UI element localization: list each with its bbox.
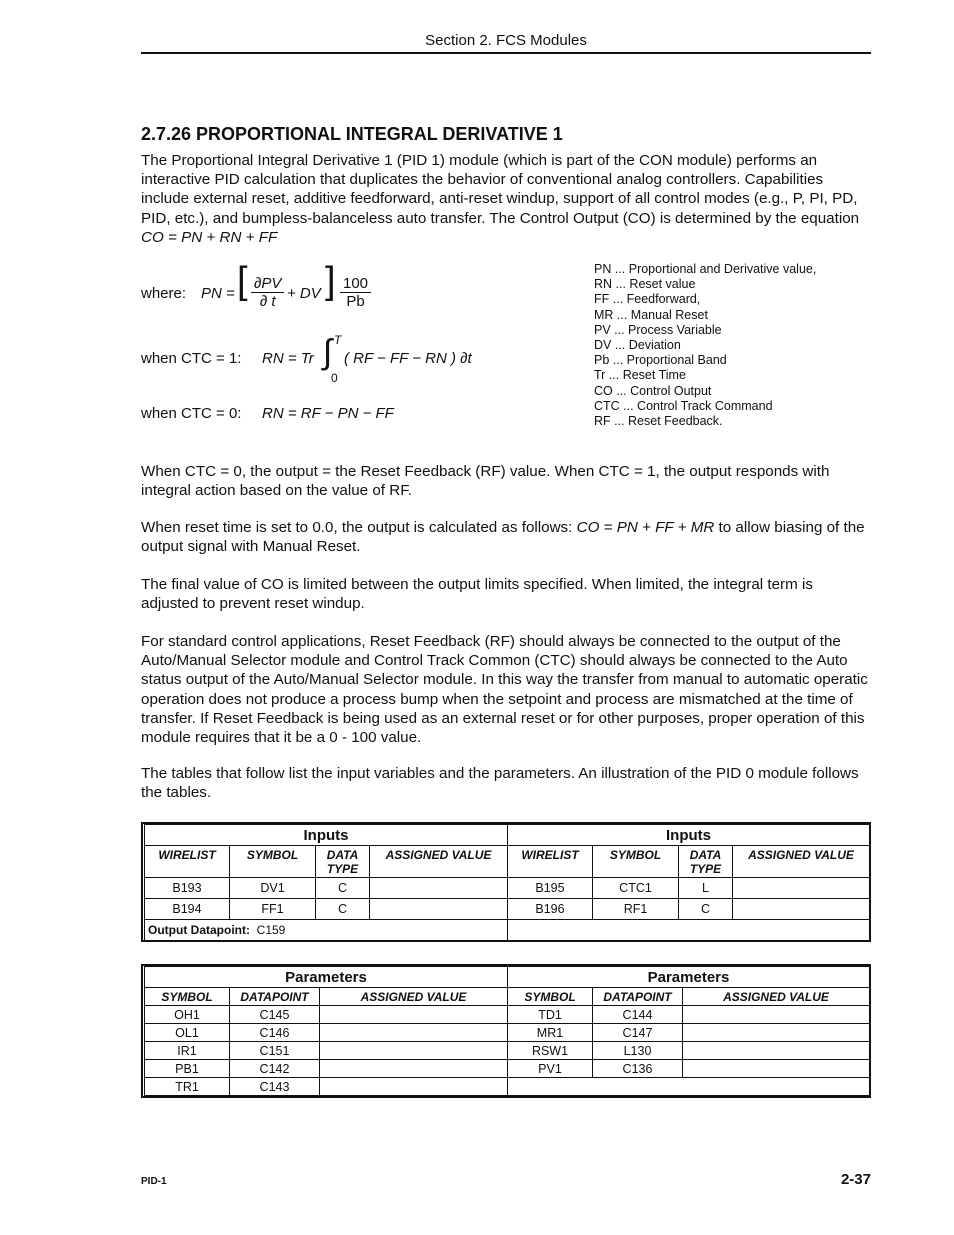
table-row [145,899,508,920]
integral-upper: T [334,333,342,347]
legend-item: Tr ... Reset Time [594,368,686,383]
legend-item: Pb ... Proportional Band [594,353,727,368]
legend-item: RN ... Reset value [594,277,696,292]
page-header: Section 2. FCS Modules [425,32,587,49]
cell-datapoint: C145 [230,1006,320,1024]
inputs-group-header: Inputs [508,825,870,846]
cell-datapoint: C144 [593,1006,683,1024]
col-data: DATA [326,848,359,862]
paragraph-tables-intro-text: The tables that follow list the input variables and the parameters. An illustration of the PID 0 module follows the tables. [141,765,859,802]
col-wirelist: WIRELIST [145,846,230,878]
parameters-table-right [507,966,870,1096]
cell-wirelist: B196 [508,899,593,920]
left-bracket: [ [237,260,248,302]
cell-assigned[interactable] [320,1042,508,1060]
cell-assigned[interactable] [320,1060,508,1078]
table-row [508,878,870,899]
cell-datapoint: C146 [230,1024,320,1042]
table-row [145,1078,508,1096]
empty-row [508,920,870,941]
cell-symbol: OH1 [145,1006,230,1024]
output-datapoint-value: C159 [256,923,286,937]
legend-item: MR ... Manual Reset [594,307,708,322]
table-row [508,1006,870,1024]
legend-item: CO ... Control Output [594,383,712,398]
col-datapoint: DATAPOINT [593,988,683,1006]
paragraph-reset-time [141,518,871,556]
cell-symbol: CTC1 [593,878,679,899]
cell-assigned[interactable] [683,1024,870,1042]
integral-icon: ∫ [323,333,333,371]
cell-datapoint: L130 [593,1042,683,1060]
where-label: where: [141,285,187,302]
parameters-table [141,964,871,1098]
cell-symbol: TR1 [145,1078,230,1096]
right-bracket: ] [325,260,336,302]
col-symbol: SYMBOL [145,988,230,1006]
col-datapoint: DATAPOINT [230,988,320,1006]
p2-equation: CO = PN + FF + MR [576,519,715,536]
pn-frac-num: 100 [340,275,371,293]
cell-wirelist: B193 [145,878,230,899]
col-assigned: ASSIGNED VALUE [683,988,870,1006]
cell-symbol: IR1 [145,1042,230,1060]
cell-symbol: RSW1 [508,1042,593,1060]
col-type: TYPE [326,862,359,876]
rn0-equation: RN = RF − PN − FF [262,405,394,422]
cell-symbol: TD1 [508,1006,593,1024]
paragraph-standard-control-text: For standard control applications, Reset Feedback (RF) should always be connected to the output of the Auto/Manual Selector module and Control Track Common (CTC) should always be connected to the Auto status output of the Auto/Manual Selector module. In this way the transfer from manual to automatic operatic operation does not produce a process bump when the setpoint and process are mismatched at the time of transfer. If Reset Feedback is being used as an external reset or for other purposes, proper operation of this module requires that it be a 0 - 100 value. [141,633,868,747]
inputs-group-header: Inputs [145,825,508,846]
col-data-type [316,846,370,878]
p2-pre: When reset time is set to 0.0, the output is calculated as follows: [141,519,573,536]
cell-symbol: DV1 [230,878,316,899]
table-row [145,1060,508,1078]
output-datapoint-row [145,920,508,941]
output-datapoint-label: Output Datapoint: [148,923,250,937]
col-data: DATA [689,848,722,862]
legend-item: DV ... Deviation [594,338,681,353]
cell-type: C [679,899,733,920]
cell-assigned[interactable] [320,1006,508,1024]
col-assigned: ASSIGNED VALUE [320,988,508,1006]
cell-symbol: FF1 [230,899,316,920]
paragraph-ctc-text: When CTC = 0, the output = the Reset Feedback (RF) value. When CTC = 1, the output responds with integral action based on the value of RF. [141,463,830,500]
paragraph-tables-intro [141,764,871,802]
legend-item: PV ... Process Variable [594,322,722,337]
col-data-type [679,846,733,878]
paragraph-limits-text: The final value of CO is limited between the output limits specified. When limited, the integral term is adjusted to prevent reset windup. [141,576,813,613]
pn-derivative-fraction [251,275,284,310]
cell-assigned[interactable] [733,878,870,899]
pn-frac-den: Pb [346,293,365,310]
legend-item: CTC ... Control Track Command [594,398,773,413]
page-number: 2-37 [840,1171,871,1188]
legend-item: FF ... Feedforward, [594,292,701,307]
paragraph-standard-control [141,632,871,747]
col-symbol: SYMBOL [508,988,593,1006]
cell-type: L [679,878,733,899]
inputs-table [141,822,871,942]
cell-assigned[interactable] [320,1024,508,1042]
inputs-table-right [507,824,870,941]
table-row [145,878,508,899]
col-wirelist: WIRELIST [508,846,593,878]
ctc1-label: when CTC = 1: [141,350,242,367]
rn1-lhs: RN = Tr [262,350,314,367]
cell-symbol: OL1 [145,1024,230,1042]
cell-symbol: RF1 [593,899,679,920]
footer-module-id: PID-1 [141,1176,167,1187]
cell-assigned[interactable] [370,878,508,899]
legend-item: PN ... Proportional and Derivative value, [594,262,817,276]
cell-assigned[interactable] [683,1042,870,1060]
cell-symbol: PV1 [508,1060,593,1078]
symbol-legend [594,262,816,429]
cell-datapoint: C151 [230,1042,320,1060]
pn-den: ∂ t [259,293,276,310]
integral-lower: 0 [331,371,338,385]
paragraph-limits [141,575,871,613]
header-rule [141,52,871,54]
p2-post: to allow biasing of the output signal with Manual Reset. [141,519,865,556]
table-row [508,1060,870,1078]
parameters-table-left [144,966,508,1096]
empty-row [508,1078,870,1096]
cell-wirelist: B195 [508,878,593,899]
cell-datapoint: C143 [230,1078,320,1096]
cell-assigned[interactable] [683,1006,870,1024]
pn-lhs: PN = [201,285,235,302]
table-row [508,899,870,920]
table-row [508,1042,870,1060]
cell-datapoint: C142 [230,1060,320,1078]
pn-plus-dv: + DV [287,285,321,302]
table-row [145,1006,508,1024]
section-title: 2.7.26 PROPORTIONAL INTEGRAL DERIVATIVE 1 [141,124,563,144]
inputs-table-left [144,824,508,941]
cell-assigned[interactable] [370,899,508,920]
table-row [508,1024,870,1042]
col-type: TYPE [689,862,722,876]
paragraph-ctc [141,462,871,500]
pn-band-fraction [340,275,371,310]
col-assigned: ASSIGNED VALUE [733,846,870,878]
cell-wirelist: B194 [145,899,230,920]
cell-assigned[interactable] [733,899,870,920]
cell-assigned[interactable] [683,1060,870,1078]
cell-assigned[interactable] [320,1078,508,1096]
table-row [145,1024,508,1042]
col-assigned: ASSIGNED VALUE [370,846,508,878]
intro-paragraph [141,151,871,247]
parameters-group-header: Parameters [508,967,870,988]
ctc0-label: when CTC = 0: [141,405,242,422]
cell-symbol: PB1 [145,1060,230,1078]
table-row [145,1042,508,1060]
cell-datapoint: C147 [593,1024,683,1042]
cell-symbol: MR1 [508,1024,593,1042]
legend-item: RF ... Reset Feedback. [594,414,723,429]
col-symbol: SYMBOL [593,846,679,878]
co-equation: CO = PN + RN + FF [141,228,278,246]
col-symbol: SYMBOL [230,846,316,878]
parameters-group-header: Parameters [145,967,508,988]
cell-type: C [316,899,370,920]
cell-type: C [316,878,370,899]
cell-datapoint: C136 [593,1060,683,1078]
intro-text: The Proportional Integral Derivative 1 (PID 1) module (which is part of the CON module) performs an interactive PID calculation that duplicates the behavior of conventional analog controllers. Capabilities include external reset, additive feedforward, anti-reset windup, support of all control modes (e.g., P, PI, PD, PID, etc.), and bumpless-balanceless auto transfer. The Control Output (CO) is determined by the equation [141,152,860,227]
pn-num: ∂PV [251,275,284,293]
rn1-body: ( RF − FF − RN ) ∂t [344,350,472,367]
